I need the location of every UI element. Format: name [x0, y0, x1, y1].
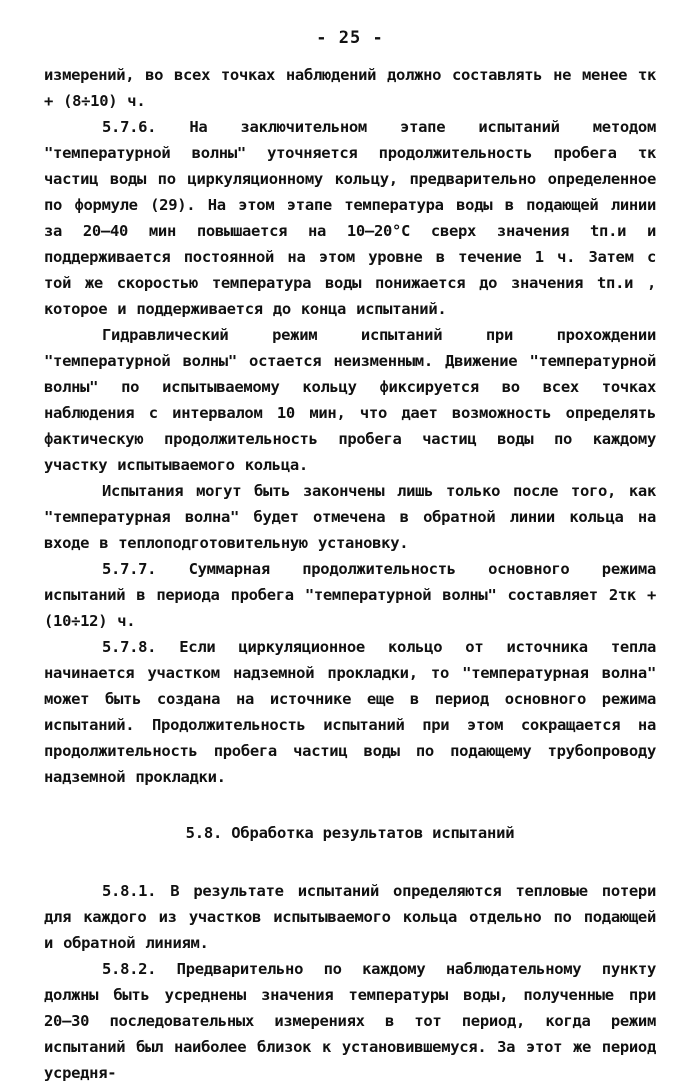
page-number: - 25 - — [316, 28, 384, 48]
paragraph-5-7-8: 5.7.8. Если циркуляционное кольцо от источника тепла начинается участком надземной прокладки, то "температурная волна" может быть создана на источнике еще в период основного режима испытаний. Продолжительность испытаний при этом сокращается на продолжительность пробега частиц воды по подающему трубопроводу надземной прокладки. — [44, 638, 656, 786]
paragraph-continuation: измерений, во всех точках наблюдений должно составлять не менее τк + (8÷10) ч. — [44, 66, 656, 110]
paragraph-5-7-7: 5.7.7. Суммарная продолжительность основного режима испытаний в периода пробега "температурной волны" составляет 2τк + (10÷12) ч. — [44, 560, 656, 630]
paragraph-5-8-1: 5.8.1. В результате испытаний определяются тепловые потери для каждого из участков испытываемого кольца отдельно по подающей и обратной линиям. — [44, 882, 656, 952]
paragraphs-block-1 — [44, 62, 656, 790]
paragraph-5-7-6: 5.7.6. На заключительном этапе испытаний методом "температурной волны" уточняется продолжительность пробега τк частиц воды по циркуляционному кольцу, предварительно определенное по формуле (29). На этом этапе температура воды в подающей линии за 20–40 мин повышается на 10–20°С сверх значения tп.и и поддерживается постоянной на этом уровне в течение 1 ч. Затем с той же скоростью температура воды понижается до значения tп.и , которое и поддерживается до конца испытаний. — [44, 118, 656, 318]
paragraph-test-end: Испытания могут быть закончены лишь только после того, как "температурная волна" будет отмечена в обратной линии кольца на входе в теплоподготовительную установку. — [44, 482, 656, 552]
paragraphs-block-2 — [44, 878, 656, 1086]
section-heading: 5.8. Обработка результатов испытаний — [185, 824, 515, 842]
paragraph-hydraulic-mode: Гидравлический режим испытаний при прохождении "температурной волны" остается неизменным. Движение "температурной волны" по испытываемому кольцу фиксируется во всех точках наблюдения с интервалом 10 мин, что дает возможность определять фактическую продолжительность пробега частиц воды по каждому участку испытываемого кольца. — [44, 326, 656, 474]
paragraph-5-8-2: 5.8.2. Предварительно по каждому наблюдательному пункту должны быть усреднены значения температуры воды, полученные при 20–30 последовательных измерениях в тот период, когда режим испытаний был наиболее близок к установившемуся. За этот же период усредня- — [44, 960, 656, 1082]
